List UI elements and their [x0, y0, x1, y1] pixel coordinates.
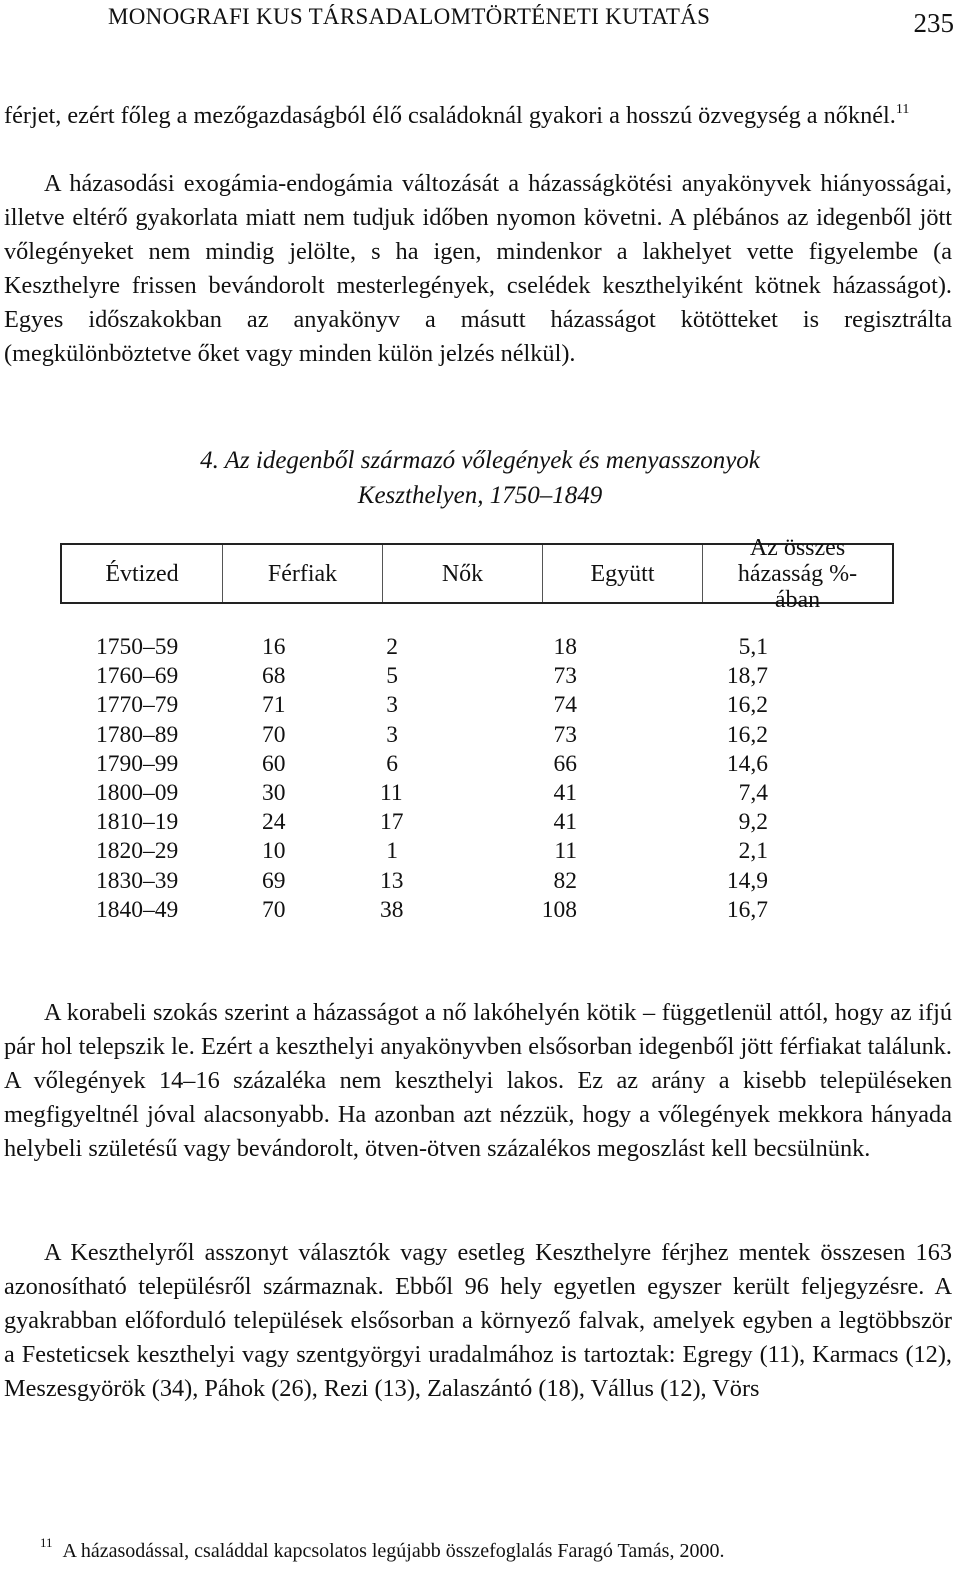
cell-decade: 1840–49: [96, 896, 179, 923]
running-header-title: MONOGRAFI KUS TÁRSADALOMTÖRTÉNETI KUTATÁS: [108, 4, 711, 29]
footnote-text: A házasodással, családdal kapcsolatos legújabb összefoglalás Faragó Tamás, 2000.: [62, 1540, 725, 1562]
cell-men: 70: [262, 896, 286, 923]
cell-men: 70: [262, 721, 286, 748]
table-caption: [0, 443, 960, 513]
cell-decade: 1790–99: [96, 750, 179, 777]
cell-women: 11: [380, 779, 403, 806]
cell-women: 3: [386, 692, 398, 719]
footnote: [40, 1535, 725, 1564]
table-caption-line-1: 4. Az idegenből származó vőlegények és menyasszonyok: [200, 447, 760, 474]
footnote-reference[interactable]: 11: [895, 102, 910, 117]
cell-men: 24: [262, 809, 286, 836]
paragraph-1: [4, 99, 952, 133]
cell-total: 18: [553, 634, 577, 660]
cell-percent: 16,7: [726, 896, 768, 923]
cell-percent: 2,1: [738, 838, 768, 865]
header-total: Együtt: [542, 545, 702, 602]
cell-total: 41: [553, 779, 577, 806]
table-caption-line-2: Keszthelyen, 1750–1849: [357, 482, 603, 509]
table-row: [60, 750, 894, 779]
cell-men: 71: [262, 692, 286, 719]
cell-men: 30: [262, 779, 286, 806]
cell-men: 16: [262, 634, 286, 660]
table-row: [60, 721, 894, 750]
cell-women: 3: [386, 721, 398, 748]
cell-total: 41: [553, 809, 577, 836]
header-decade: Évtized: [105, 560, 179, 587]
footnote-number: 11: [40, 1535, 53, 1550]
paragraph-3: A korabeli szokás szerint a házasságot a nő lakóhelyén kötik – függetlenül attól, hogy az ifjú pár hol telepszik le. Ezért a keszthelyi anyakönyvben elsősorban idegenből jött férfiakat találunk. A vőlegények 14–16 százaléka nem keszthelyi lakos. Ez az arány a kisebb településeken megfigyeltnél jóval alacsonyabb. Ha azonban azt nézzük, hogy a vőlegények mekkora hányada helybeli születésű vagy bevándorolt, ötven-ötven százalékos megoszlást kell becsülnünk.: [4, 999, 952, 1162]
paragraph-2: A házasodási exogámia-endogámia változását a házasságkötési anyakönyvek hiányosságai, illetve eltérő gyakorlata miatt nem tudjuk időben nyomon követni. A plébános az idegenből jött vőlegényeket nem mindig jelölte, s ha igen, mindenkor a lakhelyet vette figyelembe (a Keszthelyre frissen bevándorolt mesterlegények, cselédek keszthelyiként kötnek házasságot). Egyes időszakokban az anyakönyv a másutt házasságot kötötteket is regisztrálta (megkülönböztetve őket vagy minden külön jelzés nélkül).: [4, 170, 952, 367]
cell-men: 68: [262, 663, 286, 690]
cell-men: 69: [262, 867, 286, 894]
table-row: [60, 691, 894, 720]
cell-women: 5: [386, 663, 398, 690]
cell-percent: 16,2: [726, 692, 768, 719]
cell-men: 10: [262, 838, 286, 865]
cell-women: 17: [380, 809, 404, 836]
cell-decade: 1830–39: [96, 867, 179, 894]
cell-percent: 16,2: [726, 721, 768, 748]
cell-total: 82: [553, 867, 577, 894]
table-row: [60, 896, 894, 925]
cell-percent: 7,4: [738, 779, 768, 806]
cell-decade: 1800–09: [96, 779, 179, 806]
cell-decade: 1760–69: [96, 663, 179, 690]
cell-total: 73: [553, 721, 577, 748]
cell-decade: 1810–19: [96, 809, 179, 836]
cell-percent: 9,2: [738, 809, 768, 836]
header-men: Férfiak: [222, 545, 382, 602]
cell-decade: 1820–29: [96, 838, 179, 865]
cell-women: 13: [380, 867, 404, 894]
cell-women: 6: [386, 750, 398, 777]
table-row: [60, 837, 894, 866]
table-row: [60, 779, 894, 808]
table-body: [60, 633, 894, 925]
table-row: [60, 867, 894, 896]
paragraph-1-text: férjet, ezért főleg a mezőgazdaságból élő családoknál gyakori a hosszú özvegység a nőknél.: [4, 102, 896, 129]
cell-percent: 18,7: [726, 663, 768, 690]
cell-women: 1: [386, 838, 398, 865]
running-header: [0, 4, 960, 44]
table-row: [60, 662, 894, 691]
paragraph-4: A Keszthelyről asszonyt választók vagy esetleg Keszthelyre férjhez mentek összesen 163 azonosítható településről származnak. Ebből 96 hely egyetlen egyszer került feljegyzésre. A gyakrabban előforduló települések elsősorban a környező falvak, amelyek egyben a legtöbbször a Festeticsek keszthelyi vagy szentgyörgyi uradalmához is tartoztak: Egregy (11), Karmacs (12), Meszesgyörök (34), Páhok (26), Rezi (13), Zalaszántó (18), Vállus (12), Vörs: [4, 1239, 952, 1402]
header-women: Nők: [382, 545, 542, 602]
cell-decade: 1780–89: [96, 721, 179, 748]
table-header-row: [60, 534, 894, 613]
cell-total: 73: [553, 663, 577, 690]
cell-decade: 1750–59: [96, 634, 179, 660]
table-row: [60, 808, 894, 837]
cell-women: 38: [380, 896, 404, 923]
header-percent: Az összes házasság %-ában: [702, 545, 892, 602]
table-row: [60, 633, 894, 662]
cell-percent: 5,1: [738, 634, 768, 660]
cell-percent: 14,9: [726, 867, 768, 894]
cell-decade: 1770–79: [96, 692, 179, 719]
page-number: 235: [913, 8, 954, 38]
cell-total: 66: [553, 750, 577, 777]
cell-total: 74: [553, 692, 577, 719]
cell-percent: 14,6: [726, 750, 768, 777]
cell-women: 2: [386, 634, 398, 660]
cell-total: 108: [541, 896, 577, 923]
cell-total: 11: [554, 838, 577, 865]
cell-men: 60: [262, 750, 286, 777]
